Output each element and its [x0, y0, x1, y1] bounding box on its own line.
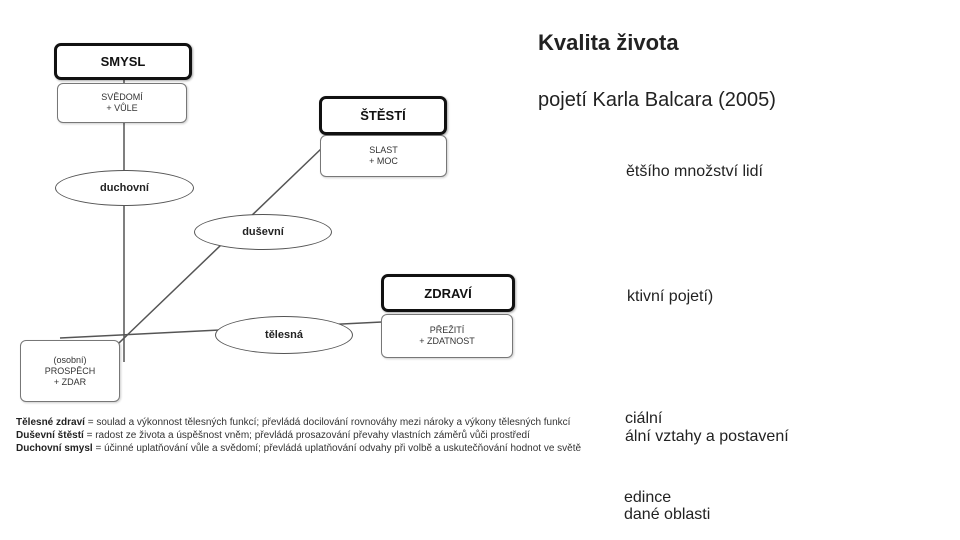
slide-fragment: ktivní pojetí): [627, 288, 714, 305]
legend-dusevni: [16, 429, 608, 442]
smysl-sub-box: [57, 83, 187, 123]
prospech-line2: PROSPĚCH: [44, 365, 96, 376]
stesti-line2: + MOC: [369, 156, 398, 166]
zdravi-sub-box: [381, 314, 513, 358]
slide-title: Kvalita života: [538, 30, 679, 55]
slide-fragment: ětšího množství lidí: [626, 163, 763, 180]
legend-duchovni: [16, 442, 608, 455]
slide-fragment: edince: [624, 489, 672, 506]
stesti-sub-box: [320, 135, 447, 177]
legend-dusevni-term: Duševní štěstí: [16, 430, 84, 441]
legend-dusevni-text: = radost ze života a úspěšnost vněm; převládá prosazování převahy vlastních záměrů vůči prostředí: [83, 430, 530, 441]
dusevni-label: duševní: [242, 226, 284, 238]
dusevni-ellipse: [194, 214, 332, 250]
zdravi-title: ZDRAVÍ: [424, 285, 472, 301]
slide-fragment: ální vztahy a postavení: [625, 428, 789, 445]
slide-fragment: dané oblasti: [624, 506, 711, 523]
prospech-line1: (osobní): [53, 354, 87, 365]
legend-duchovni-text: = účinné uplatňování vůle a svědomí; převládá uplatňování odvahy při volbě a uskutečňování hodnot ve světě: [92, 443, 582, 454]
prospech-box: [20, 340, 120, 402]
prospech-line3: + ZDAR: [53, 376, 87, 387]
slide-fragment: ciální: [625, 410, 663, 427]
stesti-line1: SLAST: [369, 145, 398, 155]
slide-subtitle: pojetí Karla Balcara (2005): [538, 89, 776, 111]
smysl-line2: + VŮLE: [106, 103, 138, 113]
smysl-title: SMYSL: [100, 54, 146, 69]
legend-duchovni-term: Duchovní smysl: [16, 443, 93, 454]
zdravi-line2: + ZDATNOST: [419, 336, 475, 346]
telesna-ellipse: [215, 316, 353, 354]
legend-telesne-term: Tělesné zdraví: [16, 417, 85, 428]
legend-text: [16, 416, 608, 455]
stesti-title: ŠTĚSTÍ: [360, 108, 406, 123]
telesna-label: tělesná: [265, 329, 303, 341]
stesti-title-box: [319, 96, 447, 135]
zdravi-title-box: [381, 274, 515, 312]
zdravi-line1: PŘEŽITÍ: [429, 325, 465, 335]
duchovni-ellipse: [55, 170, 194, 206]
smysl-title-box: [54, 43, 192, 80]
duchovni-label: duchovní: [100, 182, 149, 194]
legend-telesne: [16, 416, 608, 429]
legend-telesne-text: = soulad a výkonnost tělesných funkcí; převládá docilování rovnováhy mezi nároky a výkony tělesných funkcí: [84, 417, 571, 428]
smysl-line1: SVĚDOMÍ: [101, 92, 143, 102]
